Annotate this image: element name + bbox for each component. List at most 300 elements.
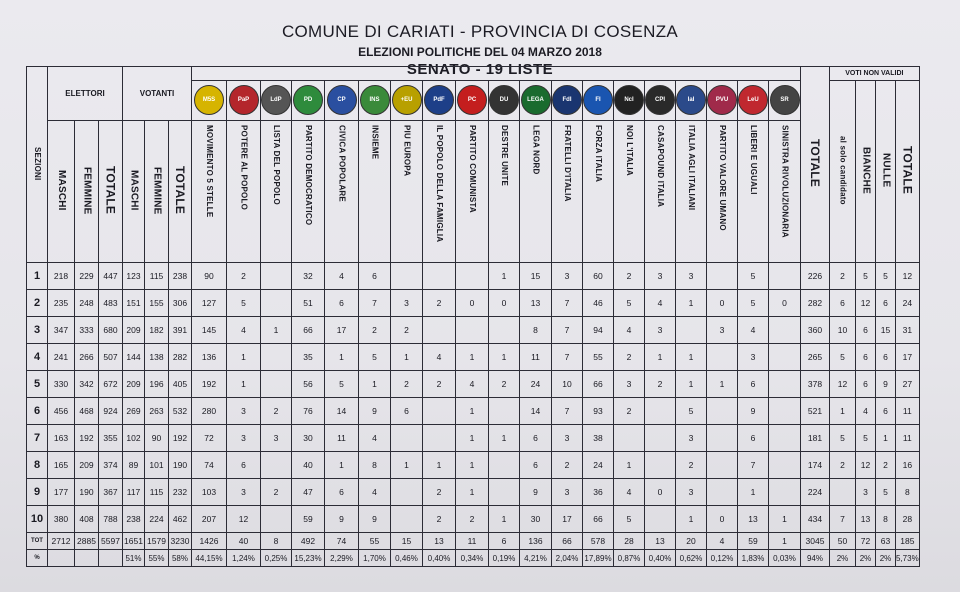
nv-value: 7: [830, 506, 856, 533]
elettori-value: 248: [75, 290, 99, 317]
party-votes: 3: [552, 425, 583, 452]
party-votes: [614, 425, 645, 452]
party-votes: 28: [614, 533, 645, 550]
nv-value: 5: [830, 425, 856, 452]
party-votes: 13: [645, 533, 676, 550]
logo-cell: [769, 81, 801, 121]
party-votes: 3: [614, 371, 645, 398]
section-row: [27, 479, 942, 506]
party-votes: 74: [192, 452, 227, 479]
party-votes: 1: [769, 506, 801, 533]
logo-cell: [552, 81, 583, 121]
nv-value: 6: [856, 371, 876, 398]
party-logo-icon: PdF: [424, 85, 454, 115]
logo-cell: [261, 81, 292, 121]
elettori-value: 374: [99, 452, 123, 479]
party-votes: 9: [520, 479, 552, 506]
party-votes: 1: [261, 317, 292, 344]
nv-value: 9: [876, 371, 896, 398]
party-votes: 66: [552, 533, 583, 550]
party-votes: 3: [552, 263, 583, 290]
party-name-header: [292, 121, 325, 263]
party-votes: 3: [227, 398, 261, 425]
party-votes: 30: [292, 425, 325, 452]
logo-cell: [583, 81, 614, 121]
party-votes: 4: [614, 479, 645, 506]
party-votes: 3: [227, 479, 261, 506]
section-row: [27, 506, 942, 533]
elettori-value: 333: [75, 317, 99, 344]
party-votes: [391, 506, 423, 533]
party-votes: 0,40%: [423, 550, 456, 567]
votanti-value: 306: [169, 290, 192, 317]
party-votes: 492: [292, 533, 325, 550]
totale-value: 226: [801, 263, 830, 290]
party-votes: [489, 398, 520, 425]
party-votes: [261, 452, 292, 479]
nv-value: 2%: [830, 550, 856, 567]
logo-cell: [292, 81, 325, 121]
party-logo-icon: SR: [770, 85, 800, 115]
party-votes: 40: [292, 452, 325, 479]
party-name: NOI L'ITALIA: [625, 125, 634, 176]
election-subtitle: ELEZIONI POLITICHE DEL 04 MARZO 2018: [358, 45, 602, 59]
logo-cell: [192, 81, 227, 121]
party-votes: 14: [325, 398, 359, 425]
votanti-value: 532: [169, 398, 192, 425]
party-votes: 76: [292, 398, 325, 425]
party-votes: 59: [292, 506, 325, 533]
party-name-header: [552, 121, 583, 263]
votanti-value: 55%: [145, 550, 169, 567]
nv-value: 5: [830, 344, 856, 371]
party-votes: 1,24%: [227, 550, 261, 567]
party-votes: 0,87%: [614, 550, 645, 567]
party-votes: 32: [292, 263, 325, 290]
party-votes: 9: [359, 506, 391, 533]
sezioni-header: [27, 67, 48, 263]
party-votes: 11: [325, 425, 359, 452]
party-votes: 2: [391, 371, 423, 398]
party-name-header: [676, 121, 707, 263]
party-votes: 1: [359, 371, 391, 398]
party-votes: [769, 317, 801, 344]
elettori-value: 192: [75, 425, 99, 452]
party-name-header: [769, 121, 801, 263]
nv-value: 3: [856, 479, 876, 506]
elettori-value: [48, 550, 75, 567]
party-votes: 3: [676, 263, 707, 290]
party-name: CASAPOUND ITALIA: [656, 125, 665, 208]
logo-cell: [227, 81, 261, 121]
party-logo-icon: IaI: [676, 85, 706, 115]
party-logo-icon: NcI: [614, 85, 644, 115]
votanti-value: 89: [123, 452, 145, 479]
votanti-value: 101: [145, 452, 169, 479]
section-row: [27, 317, 942, 344]
party-votes: 1: [325, 344, 359, 371]
party-votes: [261, 290, 292, 317]
party-votes: [423, 398, 456, 425]
party-votes: 0: [707, 290, 738, 317]
section-number: 7: [27, 425, 48, 452]
party-votes: 13: [738, 506, 769, 533]
elettori-value: 380: [48, 506, 75, 533]
party-votes: 1: [645, 344, 676, 371]
elettori-value: 241: [48, 344, 75, 371]
elettori-value: 2712: [48, 533, 75, 550]
party-votes: [769, 452, 801, 479]
nv-value: 24: [896, 290, 920, 317]
party-votes: 578: [583, 533, 614, 550]
party-votes: [645, 398, 676, 425]
party-votes: 1: [489, 344, 520, 371]
sub-col-label: FEMMINE: [151, 166, 163, 215]
nv-value: 17: [896, 344, 920, 371]
party-votes: [769, 479, 801, 506]
nv-value: 185: [896, 533, 920, 550]
totale-header: [801, 67, 830, 263]
votanti-value: 196: [145, 371, 169, 398]
party-logo-icon: PC: [457, 85, 487, 115]
nv-value: 6: [876, 290, 896, 317]
nv-value: 4: [856, 398, 876, 425]
section-number: 3: [27, 317, 48, 344]
party-votes: 7: [359, 290, 391, 317]
section-number: 8: [27, 452, 48, 479]
votanti-value: 224: [145, 506, 169, 533]
party-votes: 2,29%: [325, 550, 359, 567]
party-votes: 17: [552, 506, 583, 533]
party-votes: 6: [520, 425, 552, 452]
party-votes: 15: [520, 263, 552, 290]
party-name: ITALIA AGLI ITALIANI: [687, 125, 696, 211]
elettori-value: 788: [99, 506, 123, 533]
parties-band: [192, 67, 801, 81]
party-votes: 47: [292, 479, 325, 506]
party-votes: 1: [676, 371, 707, 398]
party-votes: [423, 263, 456, 290]
party-name: PARTITO DEMOCRATICO: [304, 125, 313, 226]
party-logo-icon: FdI: [552, 85, 582, 115]
party-votes: 5: [614, 506, 645, 533]
party-votes: 6: [489, 533, 520, 550]
party-votes: 2: [614, 398, 645, 425]
party-votes: 4: [614, 317, 645, 344]
section-number: %: [27, 550, 48, 567]
nv-value: 13: [856, 506, 876, 533]
party-name-header: [456, 121, 489, 263]
nv-value: 5: [876, 263, 896, 290]
votanti-value: 90: [145, 425, 169, 452]
party-votes: 12: [227, 506, 261, 533]
party-votes: [261, 506, 292, 533]
elettori-value: 347: [48, 317, 75, 344]
party-votes: 7: [552, 344, 583, 371]
nv-value: 31: [896, 317, 920, 344]
party-votes: 1: [676, 290, 707, 317]
party-votes: 3: [645, 263, 676, 290]
party-votes: 13: [520, 290, 552, 317]
elettori-value: 165: [48, 452, 75, 479]
party-votes: 24: [520, 371, 552, 398]
party-votes: [489, 317, 520, 344]
party-votes: 3: [676, 425, 707, 452]
section-row: [27, 263, 942, 290]
party-votes: 0,12%: [707, 550, 738, 567]
party-votes: 1: [489, 263, 520, 290]
party-votes: 0,40%: [645, 550, 676, 567]
party-votes: 1: [456, 425, 489, 452]
votanti-value: 144: [123, 344, 145, 371]
party-votes: 93: [583, 398, 614, 425]
section-number: 5: [27, 371, 48, 398]
votanti-value: 238: [169, 263, 192, 290]
party-votes: 0: [456, 290, 489, 317]
totale-value: 521: [801, 398, 830, 425]
party-name-header: [423, 121, 456, 263]
votanti-value: 115: [145, 263, 169, 290]
party-votes: 2: [614, 263, 645, 290]
party-votes: 1: [676, 344, 707, 371]
party-votes: 90: [192, 263, 227, 290]
party-votes: 66: [583, 506, 614, 533]
party-votes: [707, 398, 738, 425]
party-votes: 0,46%: [391, 550, 423, 567]
nv-value: 50: [830, 533, 856, 550]
sub-col-header: [145, 121, 169, 263]
logo-cell: [738, 81, 769, 121]
party-name-header: [391, 121, 423, 263]
elettori-value: 218: [48, 263, 75, 290]
votanti-value: 3230: [169, 533, 192, 550]
party-name-header: [583, 121, 614, 263]
party-votes: 3: [227, 425, 261, 452]
party-votes: 4: [738, 317, 769, 344]
nv-value: 6: [856, 317, 876, 344]
elettori-value: 456: [48, 398, 75, 425]
section-number: TOT: [27, 533, 48, 550]
party-votes: 145: [192, 317, 227, 344]
party-votes: 6: [520, 452, 552, 479]
elettori-value: 163: [48, 425, 75, 452]
party-logo-icon: CPI: [645, 85, 675, 115]
party-votes: 0,03%: [769, 550, 801, 567]
party-name: PARTITO VALORE UMANO: [718, 125, 727, 231]
party-votes: [707, 479, 738, 506]
party-logo-icon: FI: [583, 85, 613, 115]
party-votes: 94: [583, 317, 614, 344]
elettori-value: 408: [75, 506, 99, 533]
header-row-groups: [27, 67, 942, 81]
elettori-value: 2885: [75, 533, 99, 550]
elettori-value: 367: [99, 479, 123, 506]
totale-value: 434: [801, 506, 830, 533]
section-number: 2: [27, 290, 48, 317]
nv-value: 8: [896, 479, 920, 506]
nv-col-label: TOTALE: [900, 146, 915, 195]
logo-cell: [456, 81, 489, 121]
party-name-header: [261, 121, 292, 263]
party-votes: [645, 452, 676, 479]
party-votes: [645, 506, 676, 533]
party-votes: 11: [456, 533, 489, 550]
nv-value: 5: [856, 425, 876, 452]
party-votes: 7: [552, 398, 583, 425]
party-votes: 1: [489, 425, 520, 452]
party-name: DESTRE UNITE: [500, 125, 509, 187]
party-votes: 36: [583, 479, 614, 506]
party-votes: 2: [391, 317, 423, 344]
party-votes: 38: [583, 425, 614, 452]
party-votes: 7: [552, 317, 583, 344]
totale-value: 181: [801, 425, 830, 452]
party-votes: 66: [583, 371, 614, 398]
party-votes: 55: [583, 344, 614, 371]
elettori-value: 330: [48, 371, 75, 398]
votanti-value: 51%: [123, 550, 145, 567]
party-votes: 4: [423, 344, 456, 371]
nv-value: 2%: [856, 550, 876, 567]
nv-value: [830, 479, 856, 506]
votanti-value: 155: [145, 290, 169, 317]
party-name-header: [738, 121, 769, 263]
totale-label: TOTALE: [808, 139, 822, 188]
party-votes: [645, 425, 676, 452]
votanti-value: 1579: [145, 533, 169, 550]
party-votes: 24: [583, 452, 614, 479]
party-votes: 10: [552, 371, 583, 398]
votanti-value: 192: [169, 425, 192, 452]
party-votes: 3: [676, 479, 707, 506]
party-votes: 4: [645, 290, 676, 317]
votanti-value: 58%: [169, 550, 192, 567]
party-name-header: [192, 121, 227, 263]
party-votes: 127: [192, 290, 227, 317]
party-votes: [391, 425, 423, 452]
logo-cell: [645, 81, 676, 121]
sub-col-header: [169, 121, 192, 263]
party-votes: 6: [325, 290, 359, 317]
party-votes: 5: [676, 398, 707, 425]
votanti-value: 151: [123, 290, 145, 317]
votanti-value: 115: [145, 479, 169, 506]
section-row: [27, 425, 942, 452]
party-votes: 1: [614, 452, 645, 479]
logo-cell: [707, 81, 738, 121]
logo-cell: [676, 81, 707, 121]
totale-value: 94%: [801, 550, 830, 567]
party-votes: [456, 317, 489, 344]
party-votes: 2: [614, 344, 645, 371]
party-name-header: [359, 121, 391, 263]
party-votes: 60: [583, 263, 614, 290]
elettori-value: 672: [99, 371, 123, 398]
nv-value: 6: [856, 344, 876, 371]
nv-value: 12: [896, 263, 920, 290]
party-name-header: [520, 121, 552, 263]
party-votes: [489, 452, 520, 479]
party-votes: 0: [769, 290, 801, 317]
elettori-value: 924: [99, 398, 123, 425]
elettori-value: 447: [99, 263, 123, 290]
party-logo-icon: PD: [293, 85, 323, 115]
nv-value: 6: [830, 290, 856, 317]
votanti-value: 102: [123, 425, 145, 452]
party-votes: 1426: [192, 533, 227, 550]
party-votes: 8: [520, 317, 552, 344]
party-votes: 1,70%: [359, 550, 391, 567]
results-table: [26, 66, 942, 567]
sub-col-label: FEMMINE: [81, 166, 93, 215]
party-votes: 1: [769, 533, 801, 550]
party-votes: [423, 425, 456, 452]
party-votes: 5: [227, 290, 261, 317]
party-votes: 1: [325, 452, 359, 479]
votanti-value: 138: [145, 344, 169, 371]
party-name: LISTA DEL POPOLO: [272, 125, 281, 205]
nv-value: 63: [876, 533, 896, 550]
party-name: MOVIMENTO 5 STELLE: [205, 125, 214, 218]
sub-col-label: TOTALE: [173, 166, 187, 215]
party-votes: 5: [738, 263, 769, 290]
party-votes: 2: [423, 290, 456, 317]
party-votes: [261, 371, 292, 398]
nv-value: 8: [876, 506, 896, 533]
party-votes: 1: [456, 479, 489, 506]
party-votes: 2: [227, 263, 261, 290]
section-number: 1: [27, 263, 48, 290]
party-votes: 1: [227, 371, 261, 398]
party-votes: 59: [738, 533, 769, 550]
party-votes: [769, 344, 801, 371]
section-number: 9: [27, 479, 48, 506]
party-votes: 8: [359, 452, 391, 479]
party-votes: 2: [552, 452, 583, 479]
party-votes: 0: [707, 506, 738, 533]
nv-value: 6: [876, 344, 896, 371]
party-name-header: [614, 121, 645, 263]
party-votes: 55: [359, 533, 391, 550]
document-title: COMUNE DI CARIATI - PROVINCIA DI COSENZA: [281, 22, 679, 41]
party-logo-icon: DU: [489, 85, 519, 115]
party-logo-icon: PaP: [229, 85, 259, 115]
party-votes: 20: [676, 533, 707, 550]
votanti-value: 263: [145, 398, 169, 425]
party-votes: 6: [738, 425, 769, 452]
totale-value: 174: [801, 452, 830, 479]
party-votes: 17: [325, 317, 359, 344]
voti-non-validi-header: VOTI NON VALIDI: [830, 67, 920, 81]
party-votes: 2: [645, 371, 676, 398]
party-votes: 1: [456, 452, 489, 479]
party-votes: [707, 344, 738, 371]
totale-value: 265: [801, 344, 830, 371]
party-votes: 3: [645, 317, 676, 344]
party-votes: 2: [489, 371, 520, 398]
party-votes: 3: [707, 317, 738, 344]
party-votes: [489, 479, 520, 506]
party-votes: 46: [583, 290, 614, 317]
logo-cell: [325, 81, 359, 121]
party-name: INSIEME: [370, 125, 380, 160]
party-votes: 2: [676, 452, 707, 479]
elettori-value: [99, 550, 123, 567]
elettori-value: [75, 550, 99, 567]
votanti-value: 462: [169, 506, 192, 533]
nv-value: 2%: [876, 550, 896, 567]
party-votes: 7: [738, 452, 769, 479]
